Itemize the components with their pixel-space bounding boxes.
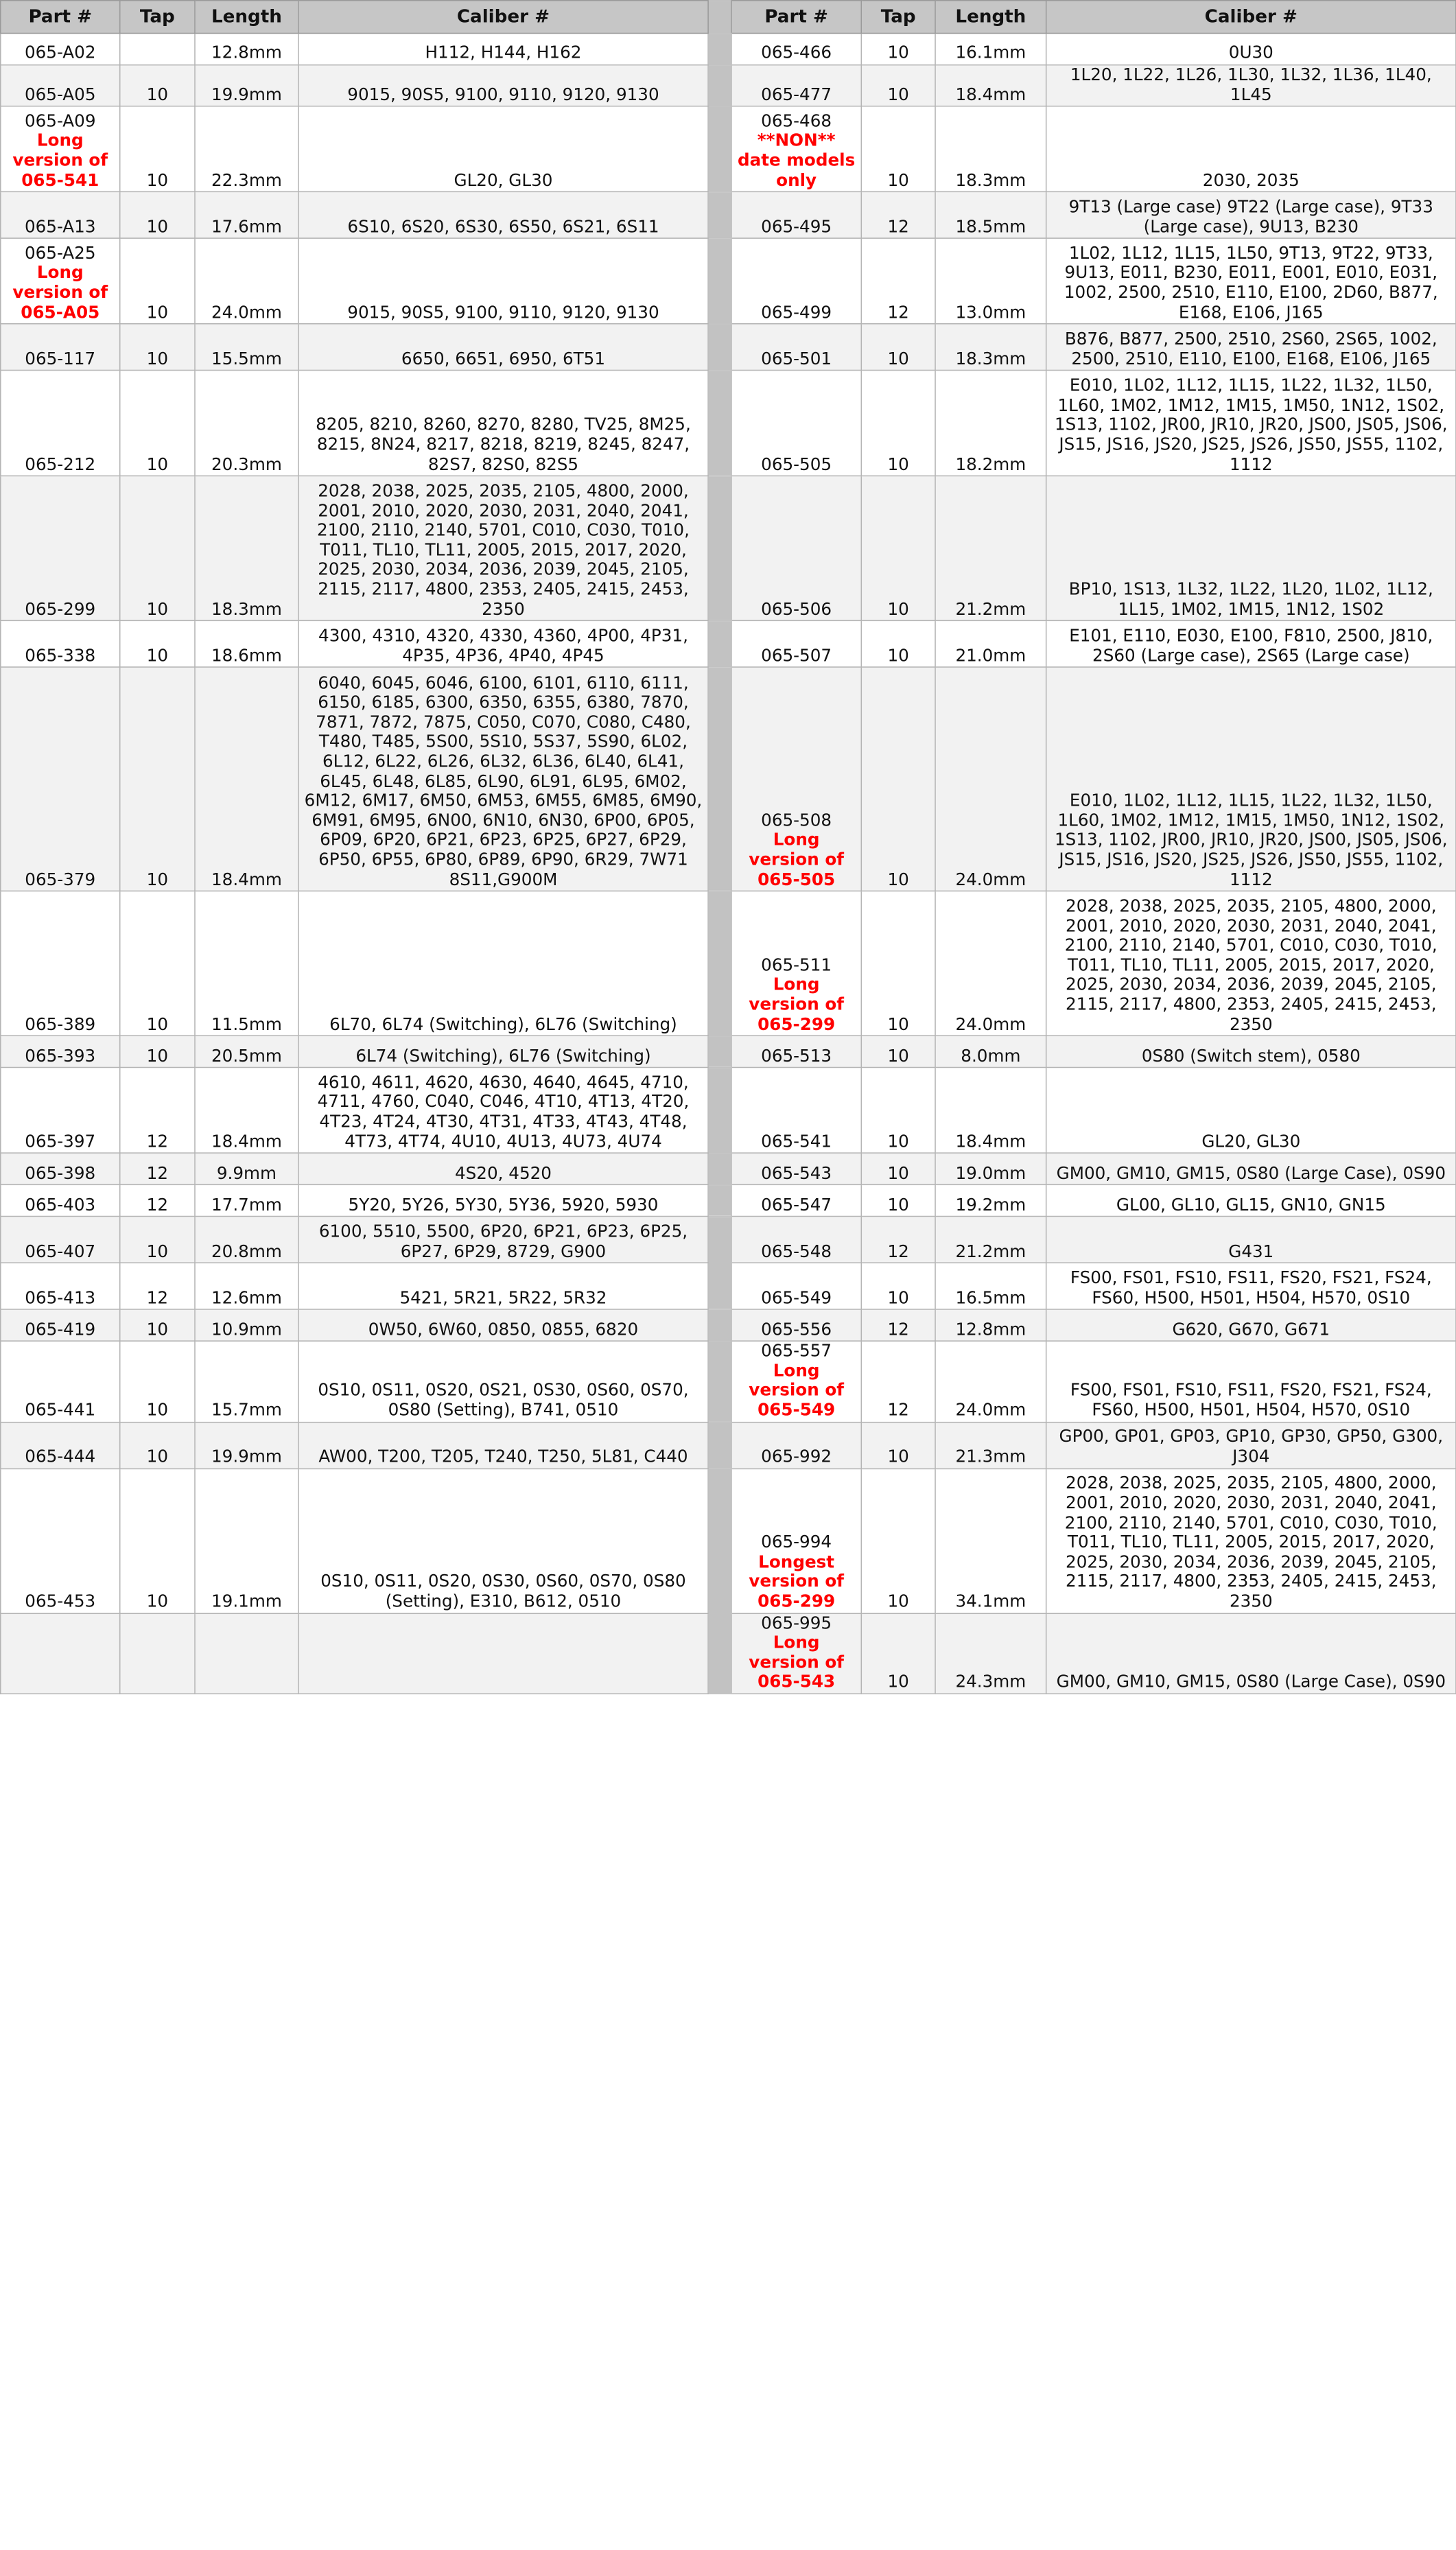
header-caliber-right: Caliber # [1046,1,1456,34]
right-length-cell: 8.0mm [935,1036,1046,1068]
left-length-cell: 18.3mm [195,476,298,621]
right-caliber-cell: GL20, GL30 [1046,1068,1456,1154]
left-length-cell: 18.4mm [195,667,298,891]
left-caliber-cell: 6650, 6651, 6950, 6T51 [298,324,708,371]
part-number: 065-499 [761,301,832,322]
table-row [1,106,1456,192]
right-part-cell [731,891,861,1036]
column-divider [708,1217,731,1263]
right-tap-cell: 12 [861,1217,935,1263]
right-part-cell [731,1217,861,1263]
left-length-cell: 24.0mm [195,238,298,324]
table-row [1,33,1456,65]
left-tap-cell: 10 [120,1217,195,1263]
right-length-cell: 18.3mm [935,324,1046,371]
right-part-cell [731,1309,861,1341]
part-note: **NON** date models only [737,130,856,190]
table-row [1,1263,1456,1310]
part-note: Long version of 065-299 [749,974,844,1034]
part-number: 065-557 [761,1341,832,1361]
table-body [1,33,1456,1694]
right-caliber-cell: 9T13 (Large case) 9T22 (Large case), 9T33 (Large case), 9U13, B230 [1046,192,1456,239]
part-number: 065-338 [25,644,96,666]
left-part-cell [1,1153,120,1184]
column-divider [708,1068,731,1154]
left-tap-cell: 10 [120,891,195,1036]
right-length-cell: 19.0mm [935,1153,1046,1184]
part-number: 065-508 [761,810,832,830]
right-tap-cell: 12 [861,1309,935,1341]
left-tap-cell: 10 [120,621,195,668]
table-row [1,1217,1456,1263]
left-part-cell [1,1068,120,1154]
part-number: 065-379 [25,869,96,889]
left-caliber-cell: 6L70, 6L74 (Switching), 6L76 (Switching) [298,891,708,1036]
left-tap-cell: 10 [120,371,195,476]
part-note: Longest version of 065-299 [749,1551,844,1611]
column-divider [708,1,731,34]
right-caliber-cell: 0S80 (Switch stem), 0580 [1046,1036,1456,1068]
part-note: Long version of 065-541 [12,130,108,190]
right-tap-cell: 10 [861,891,935,1036]
left-length-cell: 15.7mm [195,1341,298,1422]
left-length-cell: 12.6mm [195,1263,298,1310]
column-divider [708,1469,731,1613]
right-part-cell [731,1068,861,1154]
left-caliber-cell: 5Y20, 5Y26, 5Y30, 5Y36, 5920, 5930 [298,1185,708,1217]
part-number: 065-468 [761,110,832,131]
header-tap-left: Tap [120,1,195,34]
column-divider [708,476,731,621]
left-length-cell: 18.6mm [195,621,298,668]
left-tap-cell: 10 [120,106,195,192]
part-number: 065-477 [761,84,832,104]
column-divider [708,621,731,668]
part-note: Long version of 065-543 [749,1632,844,1692]
left-length-cell: 20.3mm [195,371,298,476]
right-tap-cell: 10 [861,1469,935,1613]
right-caliber-cell: E101, E110, E030, E100, F810, 2500, J810, 2S60 (Large case), 2S65 (Large case) [1046,621,1456,668]
part-number: 065-501 [761,348,832,369]
left-tap-cell: 12 [120,1153,195,1184]
left-caliber-cell: 8205, 8210, 8260, 8270, 8280, TV25, 8M25, 8215, 8N24, 8217, 8218, 8219, 8245, 8247, 82S7, 82S0, 82S5 [298,371,708,476]
part-number: 065-419 [25,1318,96,1340]
header-length-left: Length [195,1,298,34]
right-part-cell [731,1469,861,1613]
right-caliber-cell: 2030, 2035 [1046,106,1456,192]
left-length-cell: 15.5mm [195,324,298,371]
left-caliber-cell: 6L74 (Switching), 6L76 (Switching) [298,1036,708,1068]
part-number: 065-A13 [24,215,96,237]
left-part-cell [1,106,120,192]
part-number: 065-441 [25,1399,96,1420]
left-caliber-cell: 0S10, 0S11, 0S20, 0S30, 0S60, 0S70, 0S80 (Setting), E310, B612, 0510 [298,1469,708,1613]
left-caliber-cell: AW00, T200, T205, T240, T250, 5L81, C440 [298,1422,708,1469]
left-part-cell [1,891,120,1036]
left-part-cell [1,621,120,668]
right-tap-cell: 10 [861,65,935,106]
column-divider [708,192,731,239]
left-length-cell: 9.9mm [195,1153,298,1184]
right-part-cell [731,476,861,621]
right-tap-cell: 10 [861,1422,935,1469]
right-caliber-cell: FS00, FS01, FS10, FS11, FS20, FS21, FS24, FS60, H500, H501, H504, H570, 0S10 [1046,1263,1456,1310]
left-caliber-cell: 2028, 2038, 2025, 2035, 2105, 4800, 2000, 2001, 2010, 2020, 2030, 2031, 2040, 2041, 2100, 2110, 2140, 5701, C010, C030, T010, T011, TL10, TL11, 2005, 2015, 2017, 2020, 2025, 2030, 2034, 2036, 2039, 2045, 2105, 2115, 2117, 4800, 2353, 2405, 2415, 2453, 2350 [298,476,708,621]
part-number: 065-992 [761,1446,832,1466]
table-row [1,476,1456,621]
left-caliber-cell: 6S10, 6S20, 6S30, 6S50, 6S21, 6S11 [298,192,708,239]
left-tap-cell: 10 [120,667,195,891]
left-caliber-cell: 0S10, 0S11, 0S20, 0S21, 0S30, 0S60, 0S70, 0S80 (Setting), B741, 0510 [298,1341,708,1422]
right-tap-cell: 10 [861,324,935,371]
right-length-cell: 24.3mm [935,1613,1046,1694]
part-number: 065-407 [25,1241,96,1261]
left-caliber-cell: GL20, GL30 [298,106,708,192]
left-caliber-cell: H112, H144, H162 [298,33,708,65]
part-number: 065-507 [761,644,832,666]
left-part-cell [1,1036,120,1068]
right-tap-cell: 10 [861,1036,935,1068]
left-tap-cell: 12 [120,1068,195,1154]
left-caliber-cell: 5421, 5R21, 5R22, 5R32 [298,1263,708,1310]
table-row [1,1185,1456,1217]
right-caliber-cell: 1L02, 1L12, 1L15, 1L50, 9T13, 9T22, 9T33, 9U13, E011, B230, E011, E001, E010, E031, 1002, 2500, 2510, E110, E100, 2D60, B877, E168, E106, J165 [1046,238,1456,324]
column-divider [708,1036,731,1068]
right-part-cell [731,667,861,891]
right-length-cell: 24.0mm [935,891,1046,1036]
left-part-cell [1,1263,120,1310]
left-tap-cell: 10 [120,1036,195,1068]
left-part-cell [1,476,120,621]
right-part-cell [731,192,861,239]
part-number: 065-A02 [24,43,96,63]
left-length-cell: 19.1mm [195,1469,298,1613]
right-length-cell: 13.0mm [935,238,1046,324]
right-tap-cell: 10 [861,106,935,192]
left-tap-cell: 10 [120,1309,195,1341]
left-caliber-cell: 4S20, 4520 [298,1153,708,1184]
right-tap-cell: 10 [861,371,935,476]
right-tap-cell: 10 [861,1185,935,1217]
left-length-cell: 17.7mm [195,1185,298,1217]
left-length-cell: 22.3mm [195,106,298,192]
right-caliber-cell: E010, 1L02, 1L12, 1L15, 1L22, 1L32, 1L50, 1L60, 1M02, 1M12, 1M15, 1M50, 1N12, 1S02, 1S13, 1102, JR00, JR10, JR20, JS00, JS05, JS06, JS15, JS16, JS20, JS25, JS26, JS50, JS55, 1102, 1112 [1046,667,1456,891]
right-length-cell: 18.2mm [935,371,1046,476]
column-divider [708,33,731,65]
right-length-cell: 21.3mm [935,1422,1046,1469]
right-length-cell: 18.3mm [935,106,1046,192]
part-number: 065-398 [25,1162,96,1183]
column-divider [708,667,731,891]
column-divider [708,324,731,371]
right-length-cell: 16.5mm [935,1263,1046,1310]
left-tap-cell: 10 [120,476,195,621]
left-part-cell [1,667,120,891]
left-caliber-cell: 0W50, 6W60, 0850, 0855, 6820 [298,1309,708,1341]
right-tap-cell: 10 [861,1613,935,1694]
right-tap-cell: 10 [861,476,935,621]
right-part-cell [731,65,861,106]
right-caliber-cell: B876, B877, 2500, 2510, 2S60, 2S65, 1002, 2500, 2510, E110, E100, E168, E106, J165 [1046,324,1456,371]
right-caliber-cell: GP00, GP01, GP03, GP10, GP30, GP50, G300, J304 [1046,1422,1456,1469]
part-number: 065-389 [25,1014,96,1034]
right-part-cell [731,371,861,476]
header-caliber-left: Caliber # [298,1,708,34]
table-row [1,621,1456,668]
table-row [1,238,1456,324]
part-note: Long version of 065-505 [749,829,844,889]
header-row [1,1,1456,34]
left-part-cell [1,1613,120,1694]
part-number: 065-A05 [24,84,96,104]
part-number: 065-549 [761,1287,832,1308]
left-part-cell [1,1422,120,1469]
right-part-cell [731,1036,861,1068]
part-number: 065-543 [761,1162,832,1183]
left-part-cell [1,1217,120,1263]
left-length-cell: 20.5mm [195,1036,298,1068]
right-part-cell [731,1185,861,1217]
part-number: 065-444 [25,1446,96,1466]
right-length-cell: 24.0mm [935,1341,1046,1422]
left-tap-cell: 10 [120,1469,195,1613]
left-part-cell [1,238,120,324]
left-length-cell: 17.6mm [195,192,298,239]
table-row [1,65,1456,106]
part-number: 065-212 [25,454,96,474]
right-caliber-cell: BP10, 1S13, 1L32, 1L22, 1L20, 1L02, 1L12, 1L15, 1M02, 1M15, 1N12, 1S02 [1046,476,1456,621]
left-caliber-cell: 9015, 90S5, 9100, 9110, 9120, 9130 [298,238,708,324]
right-caliber-cell: GM00, GM10, GM15, 0S80 (Large Case), 0S90 [1046,1153,1456,1184]
left-part-cell [1,1185,120,1217]
right-caliber-cell: GL00, GL10, GL15, GN10, GN15 [1046,1185,1456,1217]
left-length-cell: 20.8mm [195,1217,298,1263]
column-divider [708,1309,731,1341]
column-divider [708,891,731,1036]
column-divider [708,1263,731,1310]
left-caliber-cell [298,1613,708,1694]
right-caliber-cell: G431 [1046,1217,1456,1263]
table-row [1,1036,1456,1068]
right-part-cell [731,238,861,324]
left-tap-cell: 10 [120,65,195,106]
part-number: 065-548 [761,1241,832,1261]
left-part-cell [1,1309,120,1341]
right-part-cell [731,621,861,668]
left-tap-cell: 10 [120,192,195,239]
table-row [1,371,1456,476]
column-divider [708,1153,731,1184]
part-number: 065-299 [25,598,96,619]
part-number: 065-511 [761,955,832,975]
part-number: 065-994 [761,1532,832,1552]
right-caliber-cell: GM00, GM10, GM15, 0S80 (Large Case), 0S90 [1046,1613,1456,1694]
right-part-cell [731,1153,861,1184]
right-length-cell: 16.1mm [935,33,1046,65]
left-tap-cell [120,1613,195,1694]
column-divider [708,1422,731,1469]
right-caliber-cell: 0U30 [1046,33,1456,65]
part-number: 065-506 [761,598,832,619]
right-part-cell [731,1613,861,1694]
column-divider [708,1341,731,1422]
left-part-cell [1,33,120,65]
table-row [1,891,1456,1036]
part-number: 065-403 [25,1194,96,1215]
part-number: 065-413 [25,1287,96,1308]
table-row [1,1422,1456,1469]
right-length-cell: 18.4mm [935,65,1046,106]
right-caliber-cell: 2028, 2038, 2025, 2035, 2105, 4800, 2000, 2001, 2010, 2020, 2030, 2031, 2040, 2041, 2100, 2110, 2140, 5701, C010, C030, T010, T011, TL10, TL11, 2005, 2015, 2017, 2020, 2025, 2030, 2034, 2036, 2039, 2045, 2105, 2115, 2117, 4800, 2353, 2405, 2415, 2453, 2350 [1046,891,1456,1036]
right-part-cell [731,1263,861,1310]
header-part-right: Part # [731,1,861,34]
right-caliber-cell: E010, 1L02, 1L12, 1L15, 1L22, 1L32, 1L50, 1L60, 1M02, 1M12, 1M15, 1M50, 1N12, 1S02, 1S13, 1102, JR00, JR10, JR20, JS00, JS05, JS06, JS15, JS16, JS20, JS25, JS26, JS50, JS55, 1102, 1112 [1046,371,1456,476]
column-divider [708,238,731,324]
right-part-cell [731,106,861,192]
left-length-cell: 19.9mm [195,1422,298,1469]
part-number: 065-A09 [24,110,96,131]
left-part-cell [1,192,120,239]
right-tap-cell: 10 [861,621,935,668]
left-tap-cell [120,33,195,65]
right-length-cell: 34.1mm [935,1469,1046,1613]
part-number: 065-556 [761,1318,832,1340]
right-part-cell [731,1341,861,1422]
column-divider [708,106,731,192]
column-divider [708,1185,731,1217]
left-tap-cell: 10 [120,238,195,324]
right-tap-cell: 10 [861,1068,935,1154]
right-length-cell: 19.2mm [935,1185,1046,1217]
right-length-cell: 21.2mm [935,476,1046,621]
right-caliber-cell: G620, G670, G671 [1046,1309,1456,1341]
table-row [1,192,1456,239]
table-row [1,1469,1456,1613]
header-tap-right: Tap [861,1,935,34]
table-row [1,324,1456,371]
part-number: 065-466 [761,43,832,63]
table-row [1,1341,1456,1422]
part-number: 065-117 [25,348,96,369]
table-row [1,667,1456,891]
part-number: 065-541 [761,1130,832,1151]
part-number: 065-547 [761,1194,832,1215]
right-tap-cell: 12 [861,192,935,239]
table-row [1,1068,1456,1154]
header-part-left: Part # [1,1,120,34]
column-divider [708,371,731,476]
table-row [1,1309,1456,1341]
right-tap-cell: 12 [861,238,935,324]
left-part-cell [1,324,120,371]
part-number: 065-397 [25,1130,96,1151]
left-length-cell: 18.4mm [195,1068,298,1154]
column-divider [708,65,731,106]
left-caliber-cell: 9015, 90S5, 9100, 9110, 9120, 9130 [298,65,708,106]
left-length-cell: 10.9mm [195,1309,298,1341]
left-tap-cell: 12 [120,1263,195,1310]
left-tap-cell: 12 [120,1185,195,1217]
table-row [1,1153,1456,1184]
right-tap-cell: 10 [861,667,935,891]
part-number: 065-995 [761,1613,832,1633]
left-caliber-cell: 4610, 4611, 4620, 4630, 4640, 4645, 4710, 4711, 4760, C040, C046, 4T10, 4T13, 4T20, 4T23, 4T24, 4T30, 4T31, 4T33, 4T43, 4T48, 4T73, 4T74, 4U10, 4U13, 4U73, 4U74 [298,1068,708,1154]
right-length-cell: 24.0mm [935,667,1046,891]
right-length-cell: 21.0mm [935,621,1046,668]
right-length-cell: 21.2mm [935,1217,1046,1263]
right-caliber-cell: 1L20, 1L22, 1L26, 1L30, 1L32, 1L36, 1L40, 1L45 [1046,65,1456,106]
part-number: 065-495 [761,215,832,237]
left-tap-cell: 10 [120,324,195,371]
right-caliber-cell: FS00, FS01, FS10, FS11, FS20, FS21, FS24, FS60, H500, H501, H504, H570, 0S10 [1046,1341,1456,1422]
left-caliber-cell: 6100, 5510, 5500, 6P20, 6P21, 6P23, 6P25, 6P27, 6P29, 8729, G900 [298,1217,708,1263]
left-length-cell: 19.9mm [195,65,298,106]
right-part-cell [731,324,861,371]
right-caliber-cell: 2028, 2038, 2025, 2035, 2105, 4800, 2000, 2001, 2010, 2020, 2030, 2031, 2040, 2041, 2100, 2110, 2140, 5701, C010, C030, T010, T011, TL10, TL11, 2005, 2015, 2017, 2020, 2025, 2030, 2034, 2036, 2039, 2045, 2105, 2115, 2117, 4800, 2353, 2405, 2415, 2453, 2350 [1046,1469,1456,1613]
left-tap-cell: 10 [120,1341,195,1422]
part-number: 065-505 [761,454,832,474]
left-part-cell [1,65,120,106]
left-part-cell [1,371,120,476]
right-tap-cell: 12 [861,1341,935,1422]
part-note: Long version of 065-A05 [12,262,108,322]
left-caliber-cell: 4300, 4310, 4320, 4330, 4360, 4P00, 4P31, 4P35, 4P36, 4P40, 4P45 [298,621,708,668]
right-tap-cell: 10 [861,33,935,65]
right-length-cell: 18.5mm [935,192,1046,239]
left-length-cell: 12.8mm [195,33,298,65]
left-length-cell [195,1613,298,1694]
right-length-cell: 18.4mm [935,1068,1046,1154]
left-tap-cell: 10 [120,1422,195,1469]
header-length-right: Length [935,1,1046,34]
part-number: 065-393 [25,1045,96,1066]
left-part-cell [1,1469,120,1613]
part-note: Long version of 065-549 [749,1360,844,1420]
part-number: 065-513 [761,1045,832,1066]
column-divider [708,1613,731,1694]
right-tap-cell: 10 [861,1263,935,1310]
right-length-cell: 12.8mm [935,1309,1046,1341]
part-number: 065-453 [25,1591,96,1611]
left-part-cell [1,1341,120,1422]
part-number: 065-A25 [24,242,96,263]
left-length-cell: 11.5mm [195,891,298,1036]
table-row [1,1613,1456,1694]
right-part-cell [731,1422,861,1469]
left-caliber-cell: 6040, 6045, 6046, 6100, 6101, 6110, 6111, 6150, 6185, 6300, 6350, 6355, 6380, 7870, 7871, 7872, 7875, C050, C070, C080, C480, T480, T485, 5S00, 5S10, 5S37, 5S90, 6L02, 6L12, 6L22, 6L26, 6L32, 6L36, 6L40, 6L41, 6L45, 6L48, 6L85, 6L90, 6L91, 6L95, 6M02, 6M12, 6M17, 6M50, 6M53, 6M55, 6M85, 6M90, 6M91, 6M95, 6N00, 6N10, 6N30, 6P00, 6P05, 6P09, 6P20, 6P21, 6P23, 6P25, 6P27, 6P29, 6P50, 6P55, 6P80, 6P89, 6P90, 6R29, 7W71 8S11,G900M [298,667,708,891]
right-part-cell [731,33,861,65]
right-tap-cell: 10 [861,1153,935,1184]
